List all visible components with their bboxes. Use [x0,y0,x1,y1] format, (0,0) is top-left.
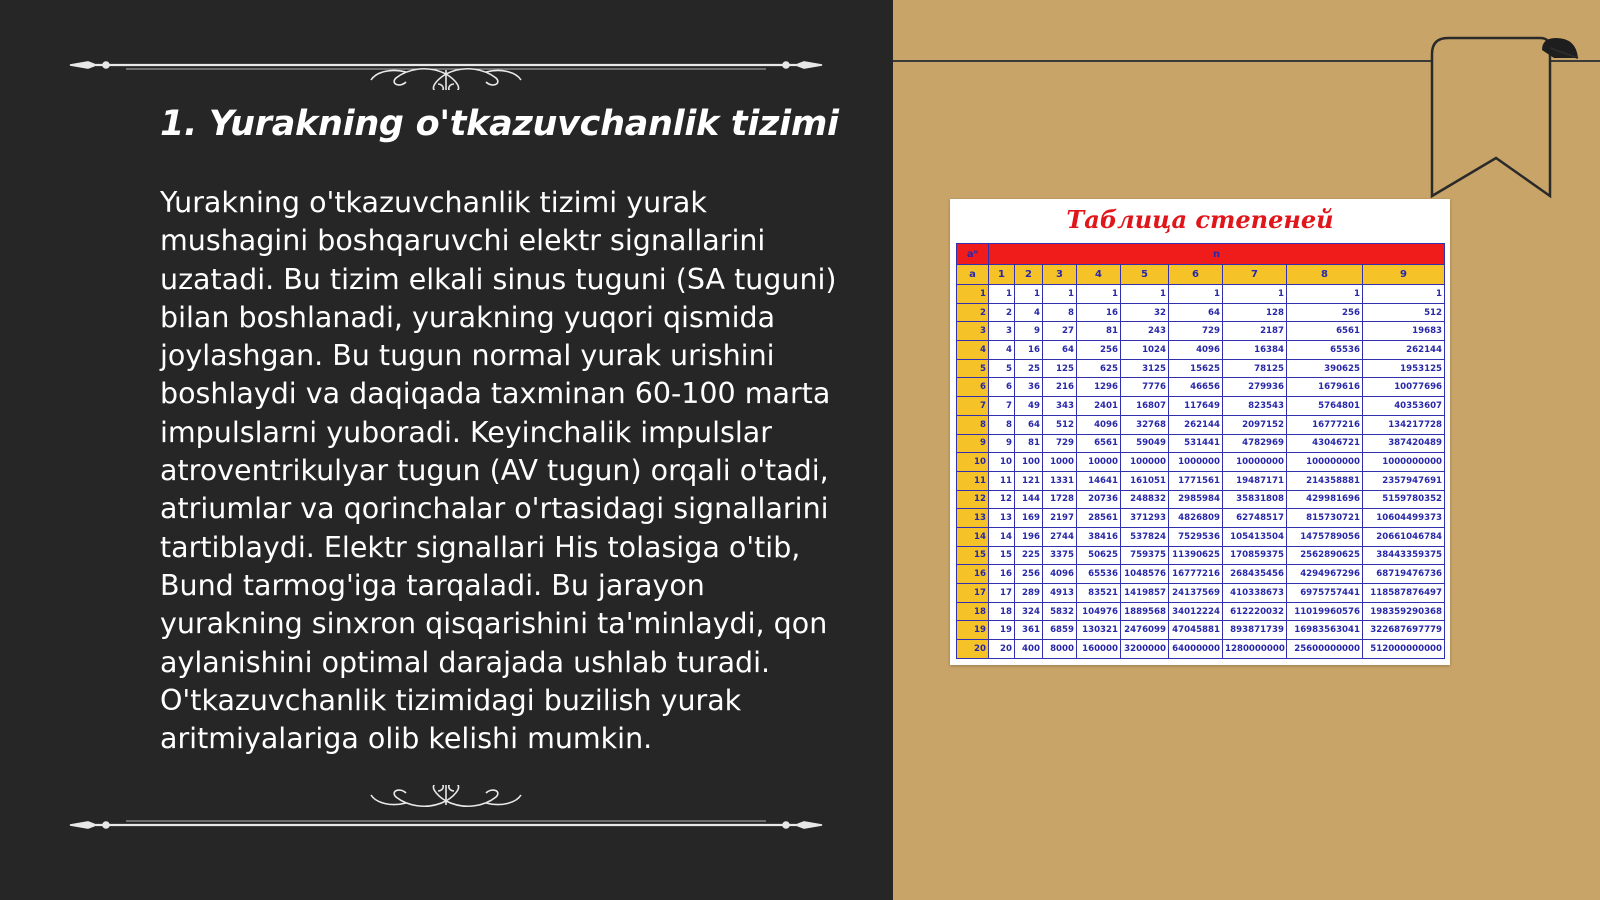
table-row [957,303,1445,322]
table-row-header: 7 [957,397,989,416]
table-cell: 2 [989,303,1015,322]
table-cell: 12 [989,490,1015,509]
table-cell: 100000 [1121,453,1169,472]
table-cell: 36 [1015,378,1043,397]
table-row [957,341,1445,360]
table-cell: 2401 [1077,397,1121,416]
table-cell: 16 [989,565,1015,584]
table-cell: 216 [1043,378,1077,397]
table-row [957,490,1445,509]
table-cell: 256 [1077,341,1121,360]
table-row-header: 13 [957,509,989,528]
table-cell: 7776 [1121,378,1169,397]
table-row-header: 16 [957,565,989,584]
table-cell: 248832 [1121,490,1169,509]
table-cell: 28561 [1077,509,1121,528]
table-cell: 20661046784 [1363,527,1445,546]
table-cell: 1048576 [1121,565,1169,584]
table-cell: 9 [989,434,1015,453]
table-cell: 8 [989,415,1015,434]
table-cell: 5832 [1043,602,1077,621]
table-row [957,640,1445,659]
table-cell: 170859375 [1223,546,1287,565]
table-cell: 7529536 [1169,527,1223,546]
table-cell: 17 [989,584,1015,603]
table-row-header: 3 [957,322,989,341]
table-cell: 9 [1015,322,1043,341]
table-column-header: 2 [1015,265,1043,285]
table-cell: 4096 [1169,341,1223,360]
table-cell: 512 [1043,415,1077,434]
table-cell: 6561 [1077,434,1121,453]
table-cell: 4096 [1043,565,1077,584]
table-cell: 1679616 [1287,378,1363,397]
table-cell: 161051 [1121,471,1169,490]
table-row [957,584,1445,603]
table-cell: 6 [989,378,1015,397]
table-cell: 25 [1015,359,1043,378]
table-cell: 64 [1015,415,1043,434]
table-cell: 38443359375 [1363,546,1445,565]
table-cell: 144 [1015,490,1043,509]
table-cell: 512000000000 [1363,640,1445,659]
table-cell: 10 [989,453,1015,472]
table-cell: 4913 [1043,584,1077,603]
table-cell: 11 [989,471,1015,490]
table-cell: 128 [1223,303,1287,322]
table-cell: 78125 [1223,359,1287,378]
table-cell: 410338673 [1223,584,1287,603]
table-column-header: 8 [1287,265,1363,285]
table-cell: 2187 [1223,322,1287,341]
table-cell: 1000000000 [1363,453,1445,472]
table-row [957,527,1445,546]
table-cell: 729 [1169,322,1223,341]
table-row-header: 19 [957,621,989,640]
table-cell: 893871739 [1223,621,1287,640]
table-column-header: 1 [989,265,1015,285]
table-cell: 2744 [1043,527,1077,546]
table-row [957,546,1445,565]
table-cell: 1953125 [1363,359,1445,378]
table-cell: 531441 [1169,434,1223,453]
table-cell: 2357947691 [1363,471,1445,490]
table-cell: 13 [989,509,1015,528]
table-cell: 2476099 [1121,621,1169,640]
table-cell: 20 [989,640,1015,659]
table-row-header: 8 [957,415,989,434]
table-cell: 1 [1363,285,1445,304]
table-cell: 1000000 [1169,453,1223,472]
table-cell: 6975757441 [1287,584,1363,603]
table-cell: 3125 [1121,359,1169,378]
table-column-header: 3 [1043,265,1077,285]
bookmark-ribbon-icon [1430,34,1580,204]
table-cell: 2562890625 [1287,546,1363,565]
table-cell: 11019960576 [1287,602,1363,621]
table-cell: 15625 [1169,359,1223,378]
table-cell: 16777216 [1287,415,1363,434]
table-cell: 429981696 [1287,490,1363,509]
table-row [957,359,1445,378]
table-cell: 130321 [1077,621,1121,640]
table-cell: 1000 [1043,453,1077,472]
table-cell: 1 [1043,285,1077,304]
table-cell: 11390625 [1169,546,1223,565]
table-cell: 512 [1363,303,1445,322]
table-cell: 5764801 [1287,397,1363,416]
table-cell: 64000000 [1169,640,1223,659]
table-column-header: 9 [1363,265,1445,285]
table-cell: 815730721 [1287,509,1363,528]
table-row [957,453,1445,472]
table-cell: 38416 [1077,527,1121,546]
table-cell: 196 [1015,527,1043,546]
table-cell: 7 [989,397,1015,416]
table-cell: 50625 [1077,546,1121,565]
table-cell: 134217728 [1363,415,1445,434]
table-cell: 3200000 [1121,640,1169,659]
table-row-header: 4 [957,341,989,360]
table-cell: 10000000 [1223,453,1287,472]
table-cell: 100 [1015,453,1043,472]
table-cell: 537824 [1121,527,1169,546]
table-cell: 1728 [1043,490,1077,509]
table-cell: 3 [989,322,1015,341]
table-cell: 10077696 [1363,378,1445,397]
table-cell: 2985984 [1169,490,1223,509]
table-row-header: 6 [957,378,989,397]
table-cell: 25600000000 [1287,640,1363,659]
table-cell: 279936 [1223,378,1287,397]
table-cell: 4782969 [1223,434,1287,453]
table-cell: 361 [1015,621,1043,640]
powers-table [956,243,1445,659]
table-cell: 68719476736 [1363,565,1445,584]
table-cell: 19 [989,621,1015,640]
table-row-header: 10 [957,453,989,472]
table-row [957,509,1445,528]
table-cell: 15 [989,546,1015,565]
table-cell: 4096 [1077,415,1121,434]
table-cell: 268435456 [1223,565,1287,584]
table-cell: 214358881 [1287,471,1363,490]
table-row [957,285,1445,304]
table-cell: 43046721 [1287,434,1363,453]
table-cell: 2197 [1043,509,1077,528]
table-cell: 612220032 [1223,602,1287,621]
table-cell: 225 [1015,546,1043,565]
table-column-header: 5 [1121,265,1169,285]
table-cell: 118587876497 [1363,584,1445,603]
table-cell: 262144 [1363,341,1445,360]
table-cell: 1889568 [1121,602,1169,621]
table-cell: 4294967296 [1287,565,1363,584]
table-cell: 62748517 [1223,509,1287,528]
table-cell: 729 [1043,434,1077,453]
table-row-header: 14 [957,527,989,546]
table-cell: 160000 [1077,640,1121,659]
table-cell: 24137569 [1169,584,1223,603]
table-cell: 4826809 [1169,509,1223,528]
table-cell: 289 [1015,584,1043,603]
ornament-top-icon [66,40,826,90]
table-cell: 81 [1077,322,1121,341]
table-cell: 1475789056 [1287,527,1363,546]
table-cell: 324 [1015,602,1043,621]
table-cell: 19487171 [1223,471,1287,490]
table-cell: 19683 [1363,322,1445,341]
table-cell: 8 [1043,303,1077,322]
table-cell: 16 [1077,303,1121,322]
table-cell: 5 [989,359,1015,378]
table-cell: 10604499373 [1363,509,1445,528]
table-cell: 81 [1015,434,1043,453]
table-cell: 27 [1043,322,1077,341]
table-cell: 16 [1015,341,1043,360]
slide-body-text: Yurakning o'tkazuvchanlik tizimi yurak mushagini boshqaruvchi elektr signallarini uzatadi. Bu tizim elkali sinus tuguni (SA tuguni) bilan boshlanadi, yurakning yuqori qismida joylashgan. Bu tugun normal yurak urishini boshlaydi va daqiqada taxminan 60-100 marta impulslarni yuboradi. Keyinchalik impulslar atroventrikulyar tugun (AV tugun) orqali o'tadi, atriumlar va qorinchalar o'rtasidagi signallarini tartiblaydi. Elektr signallari His tolasiga o'tib, Bund tarmog'iga tarqaladi. Bu jarayon yurakning sinxron qisqarishini ta'minlaydi, qon aylanishini optimal darajada ushlab turadi. O'tkazuvchanlik tizimidagi buzilish yurak aritmiyalariga olib kelishi mumkin. [160,186,837,756]
table-cell: 3375 [1043,546,1077,565]
table-cell: 322687697779 [1363,621,1445,640]
table-cell: 40353607 [1363,397,1445,416]
table-cell: 371293 [1121,509,1169,528]
table-row [957,621,1445,640]
table-cell: 4 [989,341,1015,360]
table-cell: 4 [1015,303,1043,322]
table-row [957,471,1445,490]
table-cell: 14 [989,527,1015,546]
table-top-header: n [989,244,1445,265]
table-cell: 1419857 [1121,584,1169,603]
table-cell: 65536 [1287,341,1363,360]
table-cell: 256 [1287,303,1363,322]
table-cell: 1 [1015,285,1043,304]
powers-table-image [950,199,1450,665]
table-cell: 18 [989,602,1015,621]
table-cell: 14641 [1077,471,1121,490]
table-cell: 10000 [1077,453,1121,472]
table-row [957,434,1445,453]
table-column-header: 7 [1223,265,1287,285]
table-cell: 1 [1121,285,1169,304]
table-cell: 34012224 [1169,602,1223,621]
table-cell: 823543 [1223,397,1287,416]
table-corner-label: aⁿ [957,244,989,265]
table-row-header: 1 [957,285,989,304]
table-column-header: 6 [1169,265,1223,285]
slide-title: 1. Yurakning o'tkazuvchanlik tizimi [160,104,839,144]
table-cell: 1024 [1121,341,1169,360]
table-cell: 32768 [1121,415,1169,434]
table-row [957,565,1445,584]
table-title: Таблица степеней [1066,205,1334,234]
table-cell: 1771561 [1169,471,1223,490]
table-cell: 759375 [1121,546,1169,565]
table-row-header: 5 [957,359,989,378]
table-cell: 6561 [1287,322,1363,341]
table-row-header: 18 [957,602,989,621]
table-cell: 47045881 [1169,621,1223,640]
table-cell: 1 [1077,285,1121,304]
table-row [957,322,1445,341]
table-cell: 64 [1169,303,1223,322]
table-cell: 117649 [1169,397,1223,416]
table-cell: 625 [1077,359,1121,378]
table-cell: 32 [1121,303,1169,322]
table-cell: 387420489 [1363,434,1445,453]
table-cell: 2097152 [1223,415,1287,434]
table-cell: 1296 [1077,378,1121,397]
table-cell: 100000000 [1287,453,1363,472]
table-cell: 121 [1015,471,1043,490]
table-cell: 169 [1015,509,1043,528]
table-row-header: 11 [957,471,989,490]
table-row [957,415,1445,434]
table-cell: 1280000000 [1223,640,1287,659]
table-cell: 1 [1169,285,1223,304]
table-row-header: 15 [957,546,989,565]
table-column-header: 4 [1077,265,1121,285]
table-cell: 65536 [1077,565,1121,584]
table-cell: 20736 [1077,490,1121,509]
table-cell: 400 [1015,640,1043,659]
table-cell: 105413504 [1223,527,1287,546]
table-row-header: 9 [957,434,989,453]
table-cell: 6859 [1043,621,1077,640]
table-cell: 125 [1043,359,1077,378]
table-row [957,397,1445,416]
table-row-header: 17 [957,584,989,603]
table-row-header-label: a [957,265,989,285]
table-cell: 83521 [1077,584,1121,603]
table-row-header: 12 [957,490,989,509]
table-row-header: 2 [957,303,989,322]
table-cell: 1 [1223,285,1287,304]
table-cell: 104976 [1077,602,1121,621]
table-cell: 16384 [1223,341,1287,360]
table-row-header: 20 [957,640,989,659]
table-cell: 16983563041 [1287,621,1363,640]
table-cell: 1331 [1043,471,1077,490]
table-row [957,378,1445,397]
table-cell: 198359290368 [1363,602,1445,621]
table-cell: 16777216 [1169,565,1223,584]
table-cell: 49 [1015,397,1043,416]
table-cell: 16807 [1121,397,1169,416]
table-cell: 243 [1121,322,1169,341]
table-cell: 5159780352 [1363,490,1445,509]
ornament-bottom-icon [66,785,826,835]
table-cell: 343 [1043,397,1077,416]
table-cell: 64 [1043,341,1077,360]
table-cell: 8000 [1043,640,1077,659]
table-cell: 1 [1287,285,1363,304]
table-cell: 262144 [1169,415,1223,434]
table-cell: 390625 [1287,359,1363,378]
table-cell: 35831808 [1223,490,1287,509]
table-row [957,602,1445,621]
table-cell: 256 [1015,565,1043,584]
table-cell: 46656 [1169,378,1223,397]
table-cell: 1 [989,285,1015,304]
table-cell: 59049 [1121,434,1169,453]
